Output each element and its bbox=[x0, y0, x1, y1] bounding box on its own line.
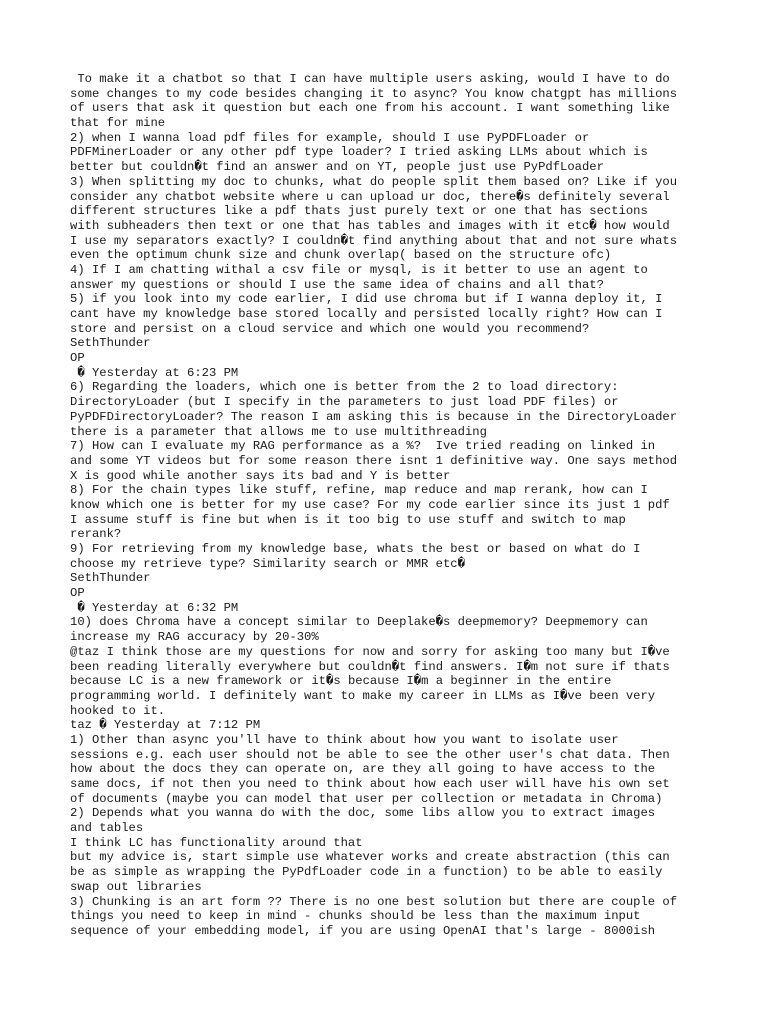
text-line: sessions e.g. each user should not be able to see the other user's chat data. Then bbox=[70, 747, 670, 762]
text-line: X is good while another says its bad and Y is better bbox=[70, 468, 451, 483]
text-line: because LC is a new framework or it�s because I�m a beginner in the entire bbox=[70, 674, 612, 689]
text-line: be as simple as wrapping the PyPdfLoader code in a function) to be able to easily bbox=[70, 865, 663, 880]
text-line: 3) When splitting my doc to chunks, what do people split them based on? Like if you bbox=[70, 174, 678, 189]
text-line: 1) Other than async you'll have to think about how you want to isolate user bbox=[70, 732, 619, 747]
text-line: 7) How can I evaluate my RAG performance as a %? Ive tried reading on linked in bbox=[70, 439, 656, 454]
text-line: even the optimum chunk size and chunk overlap( based on the structure ofc) bbox=[70, 248, 612, 263]
text-line: how about the docs they can operate on, are they all going to have access to the bbox=[70, 762, 656, 777]
text-line: but my advice is, start simple use whatever works and create abstraction (this can bbox=[70, 850, 670, 865]
text-line: swap out libraries bbox=[70, 879, 202, 894]
text-line: To make it a chatbot so that I can have multiple users asking, would I have to do bbox=[70, 72, 670, 86]
text-line: taz � Yesterday at 7:12 PM bbox=[70, 718, 261, 733]
text-line: 5) if you look into my code earlier, I did use chroma but if I wanna deploy it, I bbox=[70, 292, 663, 307]
text-line: 2) when I wanna load pdf files for example, should I use PyPDFLoader or bbox=[70, 130, 590, 145]
text-line: choose my retrieve type? Similarity search or MMR etc� bbox=[70, 556, 465, 571]
text-line: PDFMinerLoader or any other pdf type loader? I tried asking LLMs about which is bbox=[70, 145, 648, 160]
text-line: programming world. I definitely want to make my career in LLMs as I�ve been very bbox=[70, 688, 656, 703]
text-line: there is a parameter that allows me to use multithreading bbox=[70, 424, 487, 439]
text-line: SethThunder bbox=[70, 336, 151, 351]
text-line: things you need to keep in mind - chunks should be less than the maximum input bbox=[70, 909, 641, 924]
text-line: I use my separators exactly? I couldn�t find anything about that and not sure whats bbox=[70, 233, 678, 248]
text-line: SethThunder bbox=[70, 571, 151, 586]
text-line: of users that ask it question but each one from his account. I want something like bbox=[70, 101, 670, 116]
text-line: cant have my knowledge base stored locally and persisted locally right? How can I bbox=[70, 307, 663, 321]
text-line: 9) For retrieving from my knowledge base, whats the best or based on what do I bbox=[70, 542, 641, 556]
text-line: 8) For the chain types like stuff, refine, map reduce and map rerank, how can I bbox=[70, 483, 648, 498]
text-line: that for mine bbox=[70, 116, 166, 131]
text-line: different structures like a pdf thats just purely text or one that has sections bbox=[70, 204, 648, 219]
text-line: 2) Depends what you wanna do with the doc, some libs allow you to extract images bbox=[70, 806, 656, 821]
text-line: @taz I think those are my questions for now and sorry for asking too many but I�ve bbox=[70, 644, 670, 659]
document-body bbox=[70, 72, 760, 939]
text-line: OP bbox=[70, 586, 85, 601]
text-line: sequence of your embedding model, if you are using OpenAI that's large - 8000ish bbox=[70, 923, 656, 938]
text-line: OP bbox=[70, 351, 85, 366]
text-line: rerank? bbox=[70, 527, 122, 542]
text-line: some changes to my code besides changing it to async? You know chatgpt has millions bbox=[70, 86, 678, 101]
text-line: of documents (maybe you can model that user per collection or metadata in Chroma) bbox=[70, 791, 663, 806]
text-line: been reading literally everywhere but couldn�t find answers. I�m not sure if thats bbox=[70, 659, 670, 674]
text-line: 10) does Chroma have a concept similar to Deeplake�s deepmemory? Deepmemory can bbox=[70, 615, 648, 630]
text-line: � Yesterday at 6:23 PM bbox=[70, 365, 239, 380]
text-line: know which one is better for my use case? For my code earlier since its just 1 pdf bbox=[70, 497, 670, 512]
text-line: better but couldn�t find an answer and on YT, people just use PyPdfLoader bbox=[70, 160, 604, 175]
text-line: with subheaders then text or one that has tables and images with it etc� how would bbox=[70, 218, 670, 233]
text-line: 6) Regarding the loaders, which one is better from the 2 to load directory: bbox=[70, 380, 619, 395]
text-line: store and persist on a cloud service and which one would you recommend? bbox=[70, 321, 590, 336]
text-line: and some YT videos but for some reason there isnt 1 definitive way. One says method bbox=[70, 453, 678, 468]
text-line: PyPDFDirectoryLoader? The reason I am asking this is because in the DirectoryLoader bbox=[70, 409, 678, 424]
text-line: DirectoryLoader (but I specify in the parameters to just load PDF files) or bbox=[70, 395, 619, 410]
text-line: answer my questions or should I use the same idea of chains and all that? bbox=[70, 277, 604, 292]
text-line: I think LC has functionality around that bbox=[70, 835, 363, 850]
text-line: consider any chatbot website where u can upload ur doc, there�s definitely several bbox=[70, 189, 670, 204]
text-line: � Yesterday at 6:32 PM bbox=[70, 600, 239, 615]
text-line: 4) If I am chatting withal a csv file or mysql, is it better to use an agent to bbox=[70, 262, 648, 277]
text-line: 3) Chunking is an art form ?? There is no one best solution but there are couple of bbox=[70, 894, 678, 909]
text-line: hooked to it. bbox=[70, 703, 166, 718]
text-line: same docs, if not then you need to think about how each user will have his own set bbox=[70, 777, 670, 791]
text-line: I assume stuff is fine but when is it too big to use stuff and switch to map bbox=[70, 512, 626, 527]
text-line: and tables bbox=[70, 821, 144, 836]
text-line: increase my RAG accuracy by 20-30% bbox=[70, 630, 319, 645]
